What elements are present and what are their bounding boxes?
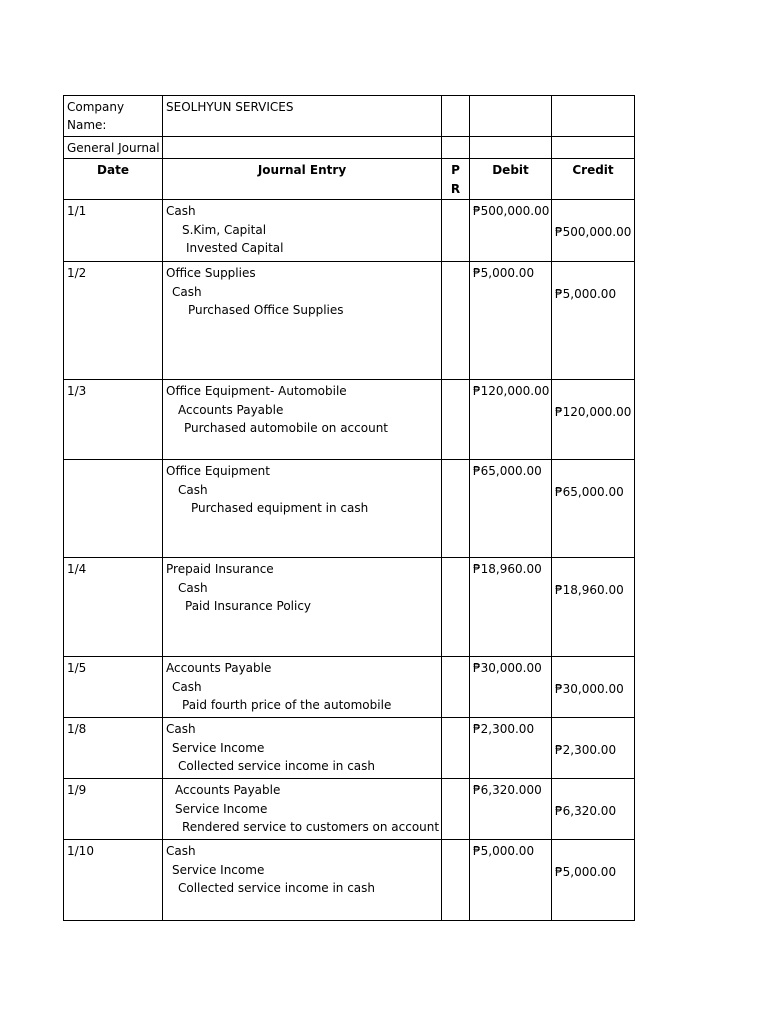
empty-cell [442,96,470,137]
journal-entry-row [64,840,635,921]
entry-date: 1/9 [64,779,163,840]
journal-entry-row [64,200,635,262]
entry-credit: ₱5,000.00 [555,865,617,879]
debit-account: Office Supplies [166,266,256,280]
entry-text [163,262,442,380]
entry-credit: ₱6,320.00 [555,804,617,818]
entry-credit-cell [552,657,635,718]
entry-credit-cell [552,460,635,558]
entry-date: 1/2 [64,262,163,380]
journal-entry-row [64,380,635,460]
empty-cell [442,137,470,159]
entry-pr [442,657,470,718]
debit-account: Cash [166,722,196,736]
empty-cell [163,137,442,159]
empty-cell [470,96,552,137]
entry-credit: ₱18,960.00 [555,583,624,597]
entry-debit: ₱6,320.000 [470,779,552,840]
entry-debit: ₱5,000.00 [470,262,552,380]
entry-date: 1/4 [64,558,163,657]
date-header: Date [64,159,163,200]
credit-account: S.Kim, Capital [182,222,267,237]
entry-credit: ₱30,000.00 [555,682,624,696]
entry-pr [442,200,470,262]
credit-account: Cash [178,580,208,595]
pr-header-r: R [450,181,461,196]
debit-account: Accounts Payable [166,661,272,675]
header-row [64,159,635,200]
entry-description: Paid fourth price of the automobile [182,698,392,712]
entry-text [163,840,442,921]
journal-entry-row [64,657,635,718]
entry-pr [442,558,470,657]
entry-debit: ₱18,960.00 [470,558,552,657]
debit-account: Cash [166,204,196,218]
entry-debit: ₱2,300.00 [470,718,552,779]
entry-debit: ₱65,000.00 [470,460,552,558]
credit-account: Cash [172,284,202,299]
entry-text [163,380,442,460]
credit-account: Service Income [172,740,265,755]
entry-credit-cell [552,380,635,460]
debit-account: Cash [166,844,196,858]
entry-credit: ₱500,000.00 [555,225,632,239]
empty-cell [552,137,635,159]
journal-entry-row [64,779,635,840]
entry-credit-cell [552,200,635,262]
entry-date [64,460,163,558]
company-row [64,96,635,137]
journal-entry-row [64,558,635,657]
credit-account: Service Income [172,862,265,877]
pr-header-p: P [451,163,460,177]
entry-credit: ₱120,000.00 [555,405,632,419]
entry-credit-cell [552,262,635,380]
entry-date: 1/5 [64,657,163,718]
debit-account: Prepaid Insurance [166,562,274,576]
debit-account: Office Equipment- Automobile [166,384,347,398]
journal-entry-row [64,460,635,558]
entry-description: Purchased automobile on account [184,421,389,435]
entry-date: 1/3 [64,380,163,460]
company-name-value: SEOLHYUN SERVICES [163,96,442,137]
entry-text [163,200,442,262]
entry-text [163,558,442,657]
entry-debit: ₱30,000.00 [470,657,552,718]
entry-pr [442,262,470,380]
debit-header: Debit [470,159,552,200]
credit-header: Credit [552,159,635,200]
entry-description: Paid Insurance Policy [185,599,312,613]
entry-credit-cell [552,840,635,921]
entry-credit: ₱65,000.00 [555,485,624,499]
entry-credit-cell [552,779,635,840]
debit-account: Accounts Payable [175,783,281,797]
entry-credit-cell [552,558,635,657]
general-journal-table [63,95,635,921]
pr-header [442,159,470,200]
entry-text [163,718,442,779]
entry-debit: ₱5,000.00 [470,840,552,921]
entry-date: 1/8 [64,718,163,779]
credit-account: Accounts Payable [178,402,284,417]
general-journal-label: General Journal [64,137,163,159]
entry-text [163,460,442,558]
entry-date: 1/1 [64,200,163,262]
debit-account: Office Equipment [166,464,270,478]
entry-credit-cell [552,718,635,779]
entry-credit: ₱5,000.00 [555,287,617,301]
entry-date: 1/10 [64,840,163,921]
entry-description: Collected service income in cash [178,759,376,773]
company-name-label: Company Name: [64,96,163,137]
entry-text [163,657,442,718]
entry-text [163,779,442,840]
empty-cell [552,96,635,137]
entry-description: Rendered service to customers on account [182,820,440,834]
entry-credit: ₱2,300.00 [555,743,617,757]
entry-pr [442,779,470,840]
entry-pr [442,718,470,779]
credit-account: Cash [178,482,208,497]
entry-debit: ₱120,000.00 [470,380,552,460]
journal-label-row [64,137,635,159]
credit-account: Service Income [175,801,268,816]
entry-description: Purchased Office Supplies [188,303,344,317]
journal-entry-row [64,718,635,779]
credit-account: Cash [172,679,202,694]
entry-description: Collected service income in cash [178,881,376,895]
journal-entry-row [64,262,635,380]
entry-description: Invested Capital [186,241,284,255]
empty-cell [470,137,552,159]
entry-pr [442,840,470,921]
journal-entry-header: Journal Entry [163,159,442,200]
entry-pr [442,460,470,558]
entry-pr [442,380,470,460]
entry-debit: ₱500,000.00 [470,200,552,262]
entry-description: Purchased equipment in cash [191,501,369,515]
